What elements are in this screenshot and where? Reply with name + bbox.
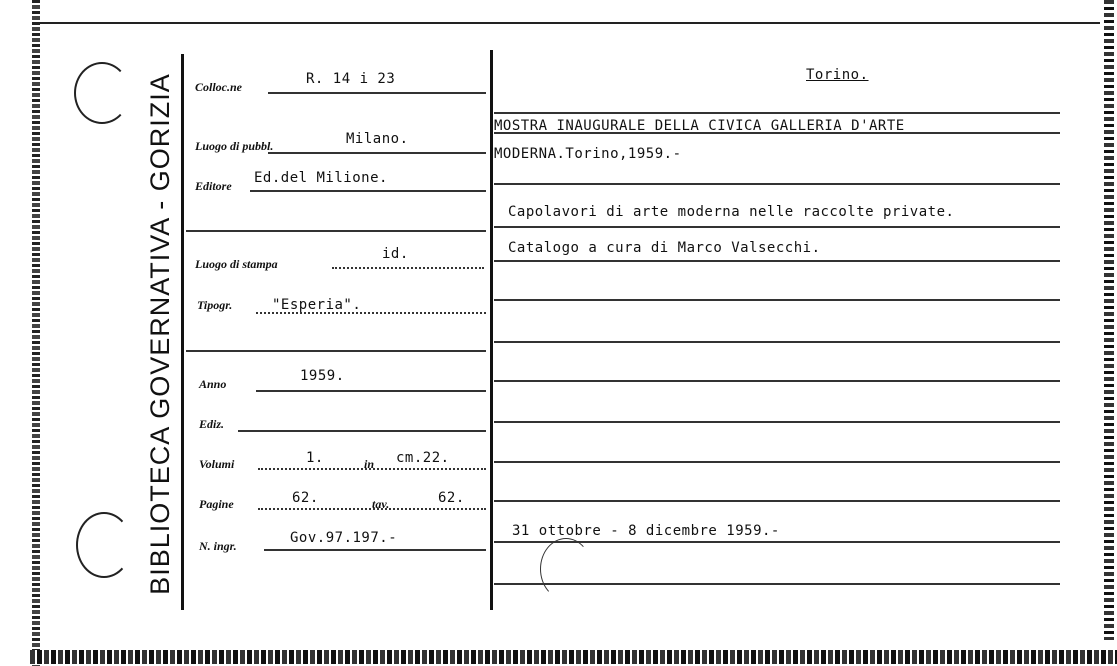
desc-rule [494,299,1060,301]
label-pagine: Pagine [199,497,234,511]
description-line-4: Catalogo a cura di Marco Valsecchi. [508,240,821,256]
desc-rule [494,183,1060,185]
desc-rule [494,380,1060,382]
description-line-2: MODERNA.Torino,1959.- [494,146,682,162]
desc-rule [494,226,1060,228]
field-rule [264,549,486,551]
label-n-ingr: N. ingr. [199,539,237,553]
value-tav: 62. [438,490,465,506]
field-dots [332,267,484,269]
label-editore: Editore [195,179,232,193]
value-n-ingr: Gov.97.197.- [290,530,398,546]
label-tav: tav. [372,497,390,511]
label-in: in [364,457,375,471]
field-rule [268,92,486,94]
field-rule [250,190,486,192]
desc-rule [494,421,1060,423]
card-right-edge [1104,0,1114,640]
field-rule [186,230,486,232]
stamp-mark [540,538,592,600]
value-luogo-pubbl: Milano. [346,131,409,147]
description-line-3: Capolavori di arte moderna nelle raccolte private. [508,204,955,220]
description-line-1: MOSTRA INAUGURALE DELLA CIVICA GALLERIA D'ARTE [494,118,905,134]
library-vertical-title: BIBLIOTECA GOVERNATIVA - GORIZIA [145,73,175,595]
label-volumi: Volumi [199,457,235,471]
desc-rule [494,341,1060,343]
value-formato: cm.22. [396,450,450,466]
label-tipogr: Tipogr. [197,298,233,312]
field-rule [268,152,486,154]
punch-hole-bottom [76,512,132,578]
value-anno: 1959. [300,368,345,384]
value-editore: Ed.del Milione. [254,170,388,186]
value-volumi: 1. [306,450,324,466]
punch-hole-top [74,62,130,124]
field-rule [186,350,486,352]
value-tipogr: "Esperia". [272,297,362,313]
value-colloc: R. 14 i 23 [306,71,396,87]
label-ediz: Ediz. [199,417,225,431]
field-rule [256,390,486,392]
label-anno: Anno [199,377,227,391]
field-rule [238,430,486,432]
desc-rule [494,112,1060,114]
card-bottom-edge [30,650,1117,664]
card-top-edge [40,22,1100,24]
right-column-divider [490,50,493,610]
desc-rule [494,260,1060,262]
value-luogo-stampa: id. [382,246,409,262]
value-pagine: 62. [292,490,319,506]
label-luogo-stampa: Luogo di stampa [195,257,278,271]
desc-rule [494,461,1060,463]
label-colloc: Colloc.ne [195,80,242,94]
heading-city: Torino. [806,67,869,83]
label-luogo-pubbl: Luogo di pubbl. [195,139,274,153]
left-column-divider [181,54,184,610]
desc-rule [494,500,1060,502]
description-dates: 31 ottobre - 8 dicembre 1959.- [512,523,780,539]
card-left-edge [32,0,40,666]
